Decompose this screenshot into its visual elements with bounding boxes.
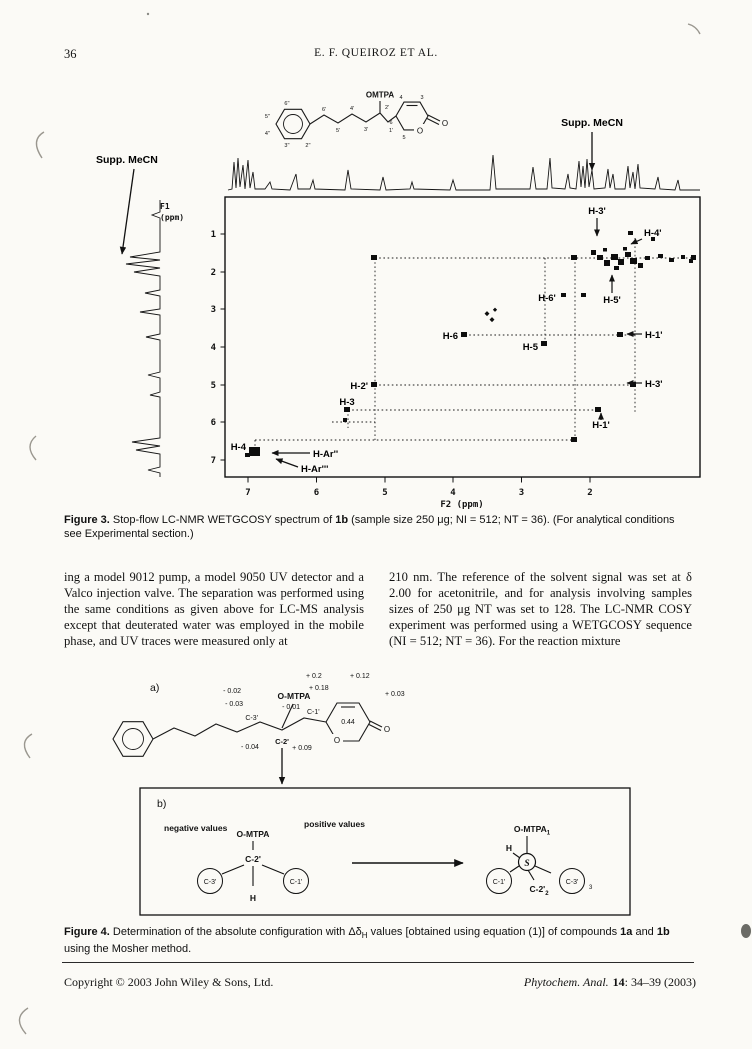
figure4-caption-compound-1b: 1b [656, 926, 670, 938]
figure4-caption-label: Figure 4. [64, 926, 110, 938]
ring-number: 4 [399, 95, 403, 101]
figure3-caption-compound: 1b [335, 514, 349, 526]
alkyl-chain [153, 718, 326, 739]
positive-values-header: positive values [304, 819, 365, 829]
supp-mecn-left-label: Supp. MeCN [96, 154, 158, 166]
omtpa-text: O-MTPA [513, 824, 547, 834]
f2-tick: 4 [450, 488, 456, 498]
peak-label-har2: H-Ar'' [313, 449, 339, 460]
phenyl-ring [113, 722, 153, 757]
newman-positive [487, 824, 594, 897]
footer [64, 975, 696, 990]
f1-tick: 1 [210, 230, 216, 240]
figure3-caption [64, 514, 694, 541]
phenyl-aromatic-circle [284, 115, 303, 134]
figure4-caption-text: using the Mosher method. [64, 942, 192, 955]
priority-2: 2 [545, 891, 549, 897]
peak-label-h5: H-5 [522, 342, 538, 353]
value-minus-0-01: - 0.01 [282, 704, 300, 711]
figure4-diagram [60, 662, 700, 920]
chain-number: 6' [321, 107, 327, 113]
cosy-correlation-lines [255, 238, 695, 452]
chain-number: 3' [363, 127, 369, 133]
phenyl-ring [276, 109, 310, 138]
value-plus-0-2: + 0.2 [306, 673, 322, 680]
value-0-44: 0.44 [341, 719, 355, 726]
hydrogen-label: H [249, 893, 257, 903]
peak-label-h6: H-6 [442, 331, 458, 342]
f2-tick: 2 [587, 488, 593, 498]
ring-oxygen: O [416, 126, 424, 136]
phenyl-number: 6'' [284, 101, 290, 107]
value-plus-0-03: + 0.03 [385, 691, 405, 698]
figure4-caption [64, 926, 698, 956]
value-plus-0-09: + 0.09 [292, 745, 312, 752]
delta-delta-values [223, 673, 405, 752]
ring-number: 5 [402, 135, 406, 141]
journal-citation [524, 975, 696, 990]
f2-axis-ticks [248, 477, 590, 483]
phenyl-aromatic-circle [123, 729, 144, 750]
journal-name: Phytochem. Anal. [523, 975, 609, 989]
f2-tick: 6 [313, 488, 320, 498]
omtpa-label: OMTPA [365, 90, 395, 100]
scan-artifact [36, 132, 44, 158]
c2prime-label [529, 884, 549, 897]
peak-label-h6prime: H-6' [538, 293, 556, 304]
arrow-h4prime [631, 239, 642, 244]
value-minus-0-04: - 0.04 [241, 744, 259, 751]
figure3-caption-label: Figure 3. [64, 514, 110, 526]
carbonyl-oxygen: O [441, 119, 449, 128]
page-number: 36 [64, 47, 77, 61]
priority-1: 1 [546, 830, 551, 837]
figure4-caption-text: and [632, 926, 657, 938]
footer-rule [62, 962, 694, 963]
f1-tick-labels [211, 230, 217, 466]
f2-axis-label: F2 (ppm) [440, 500, 484, 510]
c3prime-label: C-3' [203, 879, 217, 886]
scan-artifact [741, 924, 751, 938]
peak-label-h1prime-right: H-1' [645, 330, 663, 341]
arrow-har3 [276, 459, 298, 467]
figure4-caption-subscript: H [361, 931, 368, 941]
peak-labels [231, 206, 663, 475]
peak-label-h2prime: H-2' [350, 381, 368, 392]
scan-artifact [19, 1008, 28, 1034]
f1-tick: 6 [210, 418, 216, 428]
f2-tick: 7 [245, 488, 251, 498]
value-minus-0-03: - 0.03 [225, 701, 243, 708]
f1-tick: 5 [210, 381, 216, 391]
carbon-label-c1prime: C-1' [307, 709, 320, 716]
omtpa-label: O-MTPA [236, 829, 270, 839]
c2prime-label: C-2' [245, 854, 261, 864]
value-plus-0-12: + 0.12 [350, 673, 370, 680]
peak-label-h3prime-right: H-3' [645, 379, 663, 390]
chain-number: 1' [388, 128, 394, 134]
peak-label-h5prime: H-5' [603, 295, 621, 306]
f1-tick: 4 [210, 343, 216, 353]
phenyl-number: 3'' [284, 143, 290, 149]
c3prime-label: C-3' [565, 879, 579, 886]
f1-tick: 2 [210, 268, 216, 278]
scan-artifact [688, 24, 700, 34]
priority-3: 3 [589, 885, 593, 891]
alkyl-chain [310, 113, 396, 124]
copyright-notice: Copyright © 2003 John Wiley & Sons, Ltd. [64, 975, 274, 989]
value-minus-0-02: - 0.02 [223, 688, 241, 695]
c1prime-label: C-1' [492, 879, 506, 886]
journal-volume: 14 [612, 975, 625, 989]
omtpa-label [514, 824, 551, 837]
figure3-spectrum [60, 62, 710, 510]
peak-label-h3: H-3 [339, 397, 355, 408]
carbonyl-oxygen: O [383, 725, 391, 734]
peak-label-h3prime-top: H-3' [588, 206, 606, 217]
f2-tick: 5 [382, 488, 388, 498]
journal-pages: : 34–39 (2003) [624, 975, 696, 989]
figure3-caption-text: Stop-flow LC-NMR WETGCOSY spectrum of [109, 514, 336, 526]
figure4-caption-text: Determination of the absolute configuration with Δδ [109, 926, 362, 938]
newman-negative [198, 829, 309, 903]
scan-artifact [30, 436, 36, 460]
f1-axis-unit: (ppm) [160, 213, 185, 222]
ring-number: 3 [420, 95, 424, 101]
f2-1d-trace [228, 155, 700, 190]
negative-values-header: negative values [164, 823, 228, 833]
f2-tick: 3 [518, 488, 525, 498]
f1-axis-label: F1 [160, 202, 170, 211]
figure4-caption-text: values [obtained using equation (1)] of compounds [367, 926, 621, 938]
peak-label-h4: H-4 [230, 442, 246, 453]
peak-label-har3: H-Ar''' [301, 464, 329, 475]
peak-label-h4prime: H-4' [644, 228, 662, 239]
body-text-right-column: 210 nm. The reference of the solvent signal was set at δ 2.00 for acetonitrile, and for analysis involving samples sizes of 250 μg NT was set to 128. The LC-NMR COSY experiment was performed using a WETGCOSY sequence (NI = 512; NT = 36). For the reaction mixture [389, 570, 692, 649]
phenyl-number: 5'' [264, 114, 270, 120]
f1-1d-trace [126, 200, 160, 477]
scan-artifact [147, 13, 149, 15]
running-head: E. F. QUEIROZ ET AL. [314, 47, 438, 59]
peak-label-h1prime-bottom: H-1' [592, 420, 610, 431]
chain-number: 5' [335, 128, 341, 134]
c1prime-label: C-1' [289, 879, 303, 886]
panel-a-label: a) [150, 682, 160, 694]
s-configuration-label: S [524, 859, 530, 869]
phenyl-number: 4'' [264, 131, 270, 137]
ring-oxygen: O [333, 736, 341, 745]
supp-mecn-right-label: Supp. MeCN [561, 117, 623, 129]
value-plus-0-18: + 0.18 [309, 685, 329, 692]
f1-tick: 3 [210, 305, 216, 315]
f1-tick: 7 [210, 456, 216, 466]
cosy-cross-peaks [245, 231, 696, 457]
omtpa-label: O-MTPA [277, 691, 311, 701]
panel-b-label: b) [157, 798, 167, 810]
c2prime-text: C-2' [529, 884, 546, 894]
hydrogen-label: H [505, 843, 513, 853]
chain-number: 4' [349, 106, 355, 112]
chain-number: 2' [384, 105, 390, 111]
peak-label-arrows [272, 218, 642, 467]
scan-artifact [24, 734, 32, 758]
ring-number: 6 [389, 120, 393, 126]
f2-tick-labels [245, 488, 592, 498]
panel-b-box [140, 788, 630, 915]
carbon-label-c2prime: C-2' [275, 737, 289, 746]
figure4-caption-compound-1a: 1a [620, 926, 633, 938]
figure3-caption-text: (sample size 250 μg; NI = 512; NT = 36). (For analytical conditions see Experimental section.) [64, 514, 675, 540]
carbon-label-c3prime: C-3' [245, 715, 258, 722]
supp-mecn-left-arrow [122, 169, 134, 254]
body-text-left-column: ing a model 9012 pump, a model 9050 UV detector and a Valco injection valve. The separation was performed using the same conditions as given above for LC-MS analysis except that deuterated water was employed in the mobile phase, and UV traces were measured only at [64, 570, 364, 649]
phenyl-number: 2'' [305, 143, 311, 149]
